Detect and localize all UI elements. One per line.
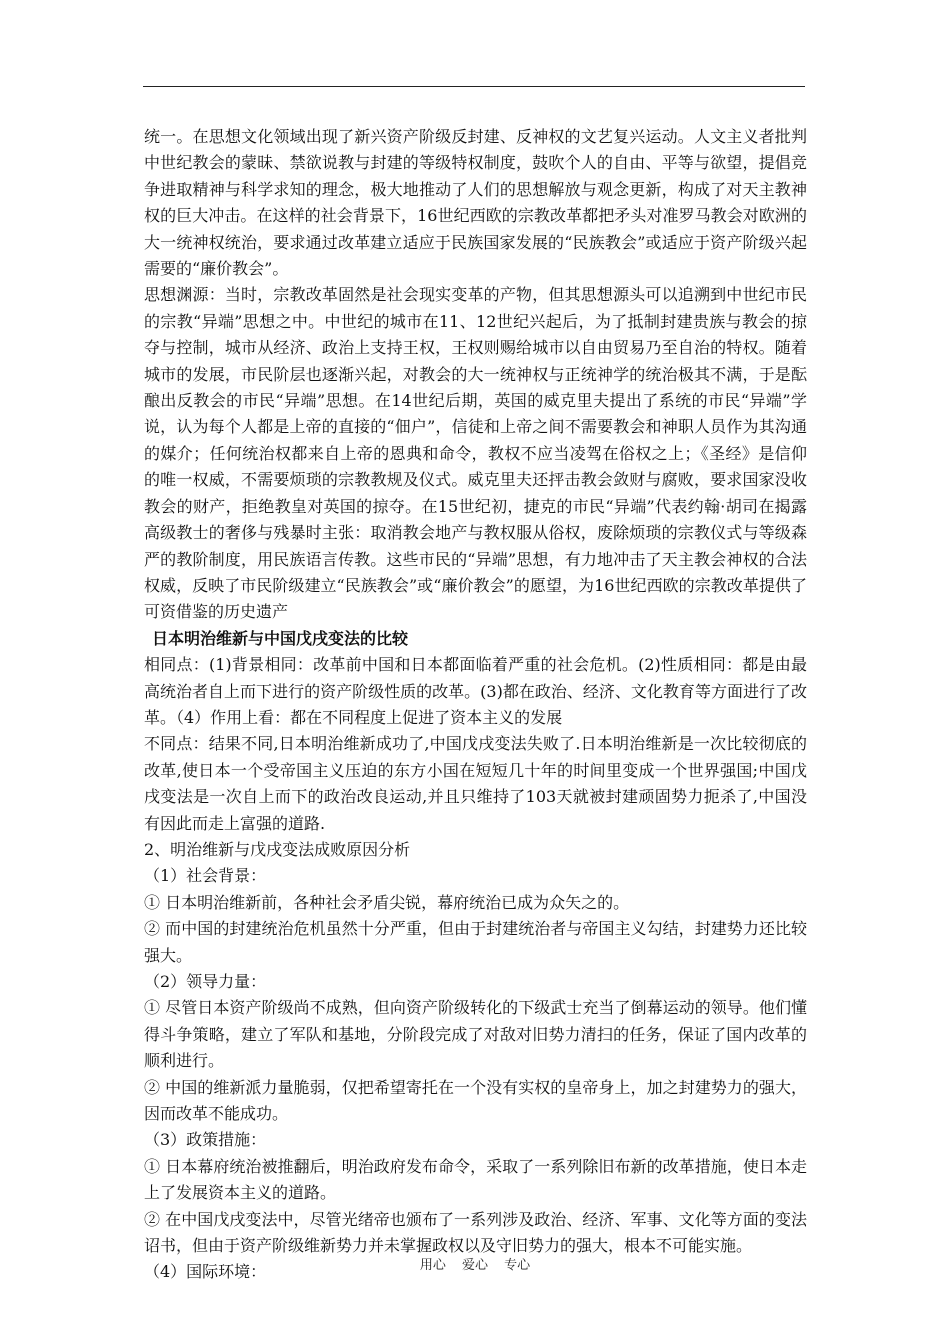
paragraph-japan-background: ① 日本明治维新前，各种社会矛盾尖锐，幕府统治已成为众矢之的。 — [144, 892, 630, 912]
page-footer: 用心 爱心 专心 — [419, 1258, 531, 1273]
paragraph-ideological-origins: 思想渊源：当时，宗教改革固然是社会现实变革的产物，但其思想源头可以追溯到中世纪市民的宗教“异端”思想之中。中世纪的城市在11、12世纪兴起后，为了抵制封建贵族与教会的掠夺与控制，城市从经济、政治上支持王权，王权则赐给城市以自由贸易乃至自治的特权。随着城市的发展，市民阶层也逐渐兴起，对教会的大一统神权与正统神学的统治极其不满，于是酝酿出反教会的市民“异端”思想。在14世纪后期，英国的威克里夫提出了系统的市民“异端”学说，认为每个人都是上帝的直接的“佃户”，信徒和上帝之间不需要教会和神职人员作为其沟通的媒介；任何统治权都来自上帝的恩典和命令，教权不应当凌驾在俗权之上；《圣经》是信仰的唯一权威，不需要烦琐的宗教教规及仪式。威克里夫还抨击教会敛财与腐败，要求国家没收教会的财产，拒绝教皇对英国的掠夺。在15世纪初，捷克的市民“异端”代表约翰·胡司在揭露高级教士的奢侈与残暴时主张：取消教会地产与教权服从俗权，废除烦琐的宗教仪式与等级森严的教阶制度，用民族语言传教。这些市民的“异端”思想，有力地冲击了天主教会神权的合法权威，反映了市民阶级建立“民族教会”或“廉价教会”的愿望，为16世纪西欧的宗教改革提供了可资借鉴的历史遗产 — [144, 285, 807, 622]
paragraph-japan-leadership: ① 尽管日本资产阶级尚不成熟，但向资产阶级转化的下级武士充当了倒幕运动的领导。他们懂得斗争策略，建立了军队和基地，分阶段完成了对敌对旧势力清扫的任务，保证了国内改革的顺利进行。 — [144, 998, 807, 1071]
paragraph-international: （4）国际环境： — [144, 1262, 267, 1282]
paragraph-differences: 不同点：结果不同,日本明治维新成功了,中国戊戌变法失败了.日本明治维新是一次比较彻底的改革,使日本一个受帝国主义压迫的东方小国在短短几十年的时间里变成一个世界强国;中国戊戌变法是一次自上而下的政治改良运动,并且只维持了103天就被封建顽固势力扼杀了,中国没有因此而走上富强的道路. — [144, 734, 807, 833]
paragraph-japan-policies: ① 日本幕府统治被推翻后，明治政府发布命令，采取了一系列除旧布新的改革措施，使日本走上了发展资本主义的道路。 — [144, 1156, 807, 1203]
paragraph-policies: （3）政策措施： — [144, 1130, 267, 1150]
header-rule — [143, 86, 805, 87]
paragraph-leadership: （2）领导力量： — [144, 972, 267, 991]
paragraph-china-policies: ② 在中国戊戌变法中，尽管光绪帝也颁布了一系列涉及政治、经济、军事、文化等方面的变法诏书，但由于资产阶级维新势力并未掌握政权以及守旧势力的强大，根本不可能实施。 — [144, 1209, 807, 1256]
paragraph-china-background: ② 而中国的封建统治危机虽然十分严重，但由于封建统治者与帝国主义勾结，封建势力还比较强大。 — [144, 919, 807, 965]
paragraph-social-background: （1）社会背景： — [144, 866, 267, 886]
paragraph-similarities: 相同点：(1)背景相同：改革前中国和日本都面临着严重的社会危机。(2)性质相同：都是由最高统治者自上而下进行的资产阶级性质的改革。(3)都在政治、经济、文化教育等方面进行了改革。（4）作用上看：都在不同程度上促进了资本主义的发展 — [144, 655, 807, 727]
document-body — [144, 124, 807, 1286]
section-heading: 日本明治维新与中国戊戌变法的比较 — [152, 628, 409, 648]
paragraph-renaissance: 统一。在思想文化领域出现了新兴资产阶级反封建、反神权的文艺复兴运动。人文主义者批判中世纪教会的蒙昧、禁欲说教与封建的等级特权制度，鼓吹个人的自由、平等与欲望，提倡竞争进取精神与科学求知的理念，极大地推动了人们的思想解放与观念更新，构成了对天主教神权的巨大冲击。在这样的社会背景下，16世纪西欧的宗教改革都把矛头对准罗马教会对欧洲的大一统神权统治，要求通过改革建立适应于民族国家发展的“民族教会”或适应于资产阶级兴起需要的“廉价教会”。 — [144, 127, 807, 279]
paragraph-china-leadership: ② 中国的维新派力量脆弱，仅把希望寄托在一个没有实权的皇帝身上，加之封建势力的强大，因而改革不能成功。 — [144, 1077, 807, 1124]
paragraph-analysis-title: 2、明治维新与戊戌变法成败原因分析 — [144, 839, 411, 859]
